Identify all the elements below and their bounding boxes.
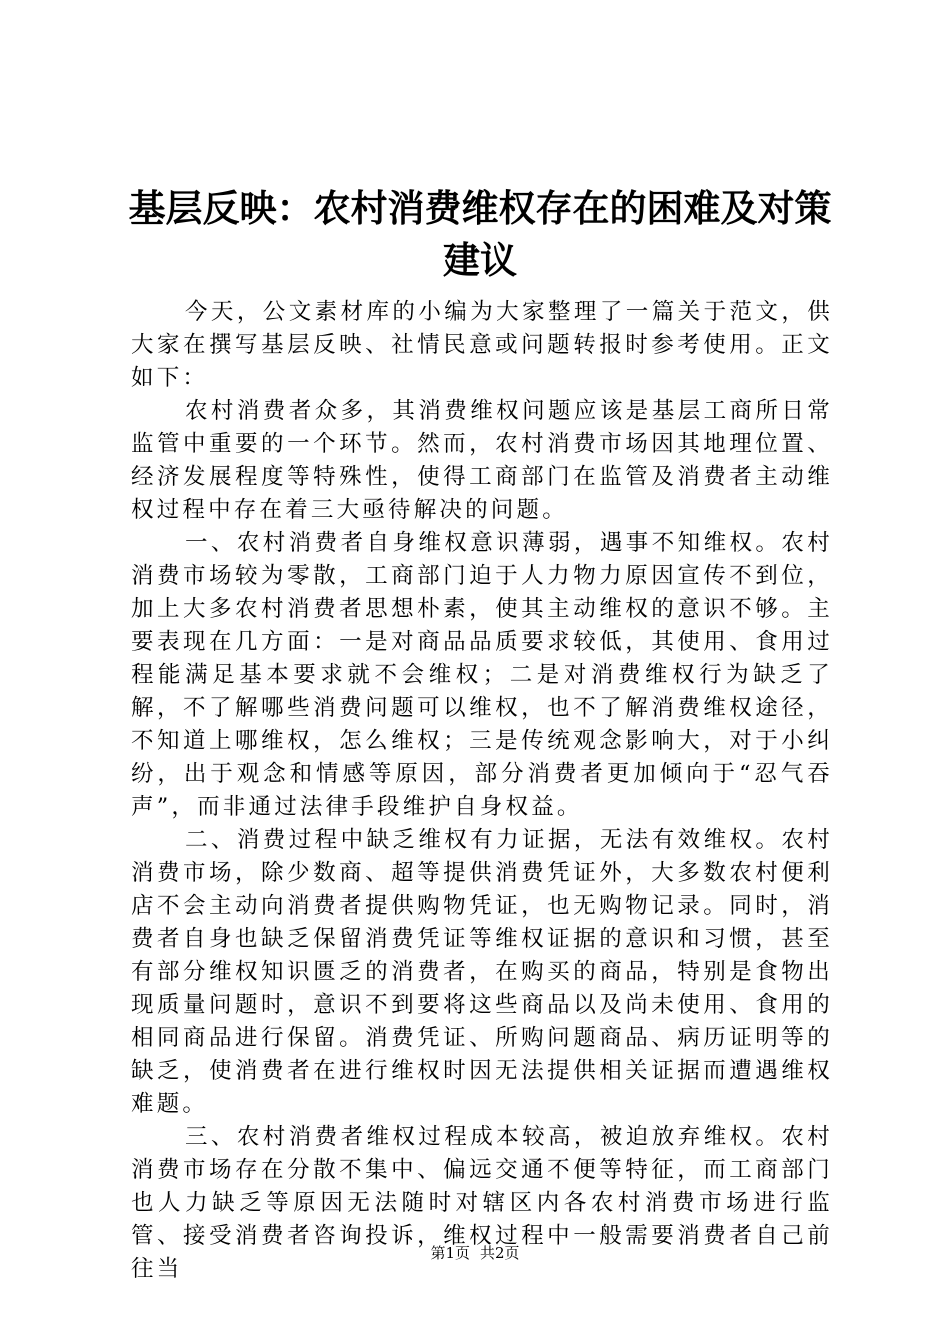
- page-footer: [0, 1243, 950, 1263]
- paragraph-intro: 今天，公文素材库的小编为大家整理了一篇关于范文，供大家在撰写基层反映、社情民意或问题转报时参考使用。正文如下：: [131, 299, 833, 391]
- paragraph-overview: 农村消费者众多，其消费维权问题应该是基层工商所日常监管中重要的一个环节。然而，农村消费市场因其地理位置、经济发展程度等特殊性，使得工商部门在监管及消费者主动维权过程中存在着三大亟待解决的问题。: [131, 398, 833, 523]
- page-total: 共2页: [480, 1244, 520, 1262]
- paragraph-issue-one: 一、农村消费者自身维权意识薄弱，遇事不知维权。农村消费市场较为零散，工商部门迫于人力物力原因宣传不到位，加上大多农村消费者思想朴素，使其主动维权的意识不够。主要表现在几方面：一是对商品品质要求较低，其使用、食用过程能满足基本要求就不会维权；二是对消费维权行为缺乏了解，不了解哪些消费问题可以维权，也不了解消费维权途径，不知道上哪维权，怎么维权；三是传统观念影响大，对于小纠纷，出于观念和情感等原因，部分消费者更加倾向于“忍气吞声”，而非通过法律手段维护自身权益。: [131, 530, 833, 820]
- document-body: [131, 296, 833, 1286]
- paragraph-issue-two: 二、消费过程中缺乏维权有力证据，无法有效维权。农村消费市场，除少数商、超等提供消费凭证外，大多数农村便利店不会主动向消费者提供购物凭证，也无购物记录。同时，消费者自身也缺乏保留消费凭证等维权证据的意识和习惯，甚至有部分维权知识匮乏的消费者，在购买的商品，特别是食物出现质量问题时，意识不到要将这些商品以及尚未使用、食用的相同商品进行保留。消费凭证、所购问题商品、病历证明等的缺乏，使消费者在进行维权时因无法提供相关证据而遭遇维权难题。: [131, 827, 833, 1117]
- paragraph-issue-three: 三、农村消费者维权过程成本较高，被迫放弃维权。农村消费市场存在分散不集中、偏远交通不便等特征，而工商部门也人力缺乏等原因无法随时对辖区内各农村消费市场进行监管、接受消费者咨询投诉，维权过程中一般需要消费者自己前往当: [131, 1124, 833, 1282]
- document-title: 基层反映：农村消费维权存在的困难及对策建议: [128, 186, 832, 282]
- page-number: 第1页: [430, 1244, 470, 1262]
